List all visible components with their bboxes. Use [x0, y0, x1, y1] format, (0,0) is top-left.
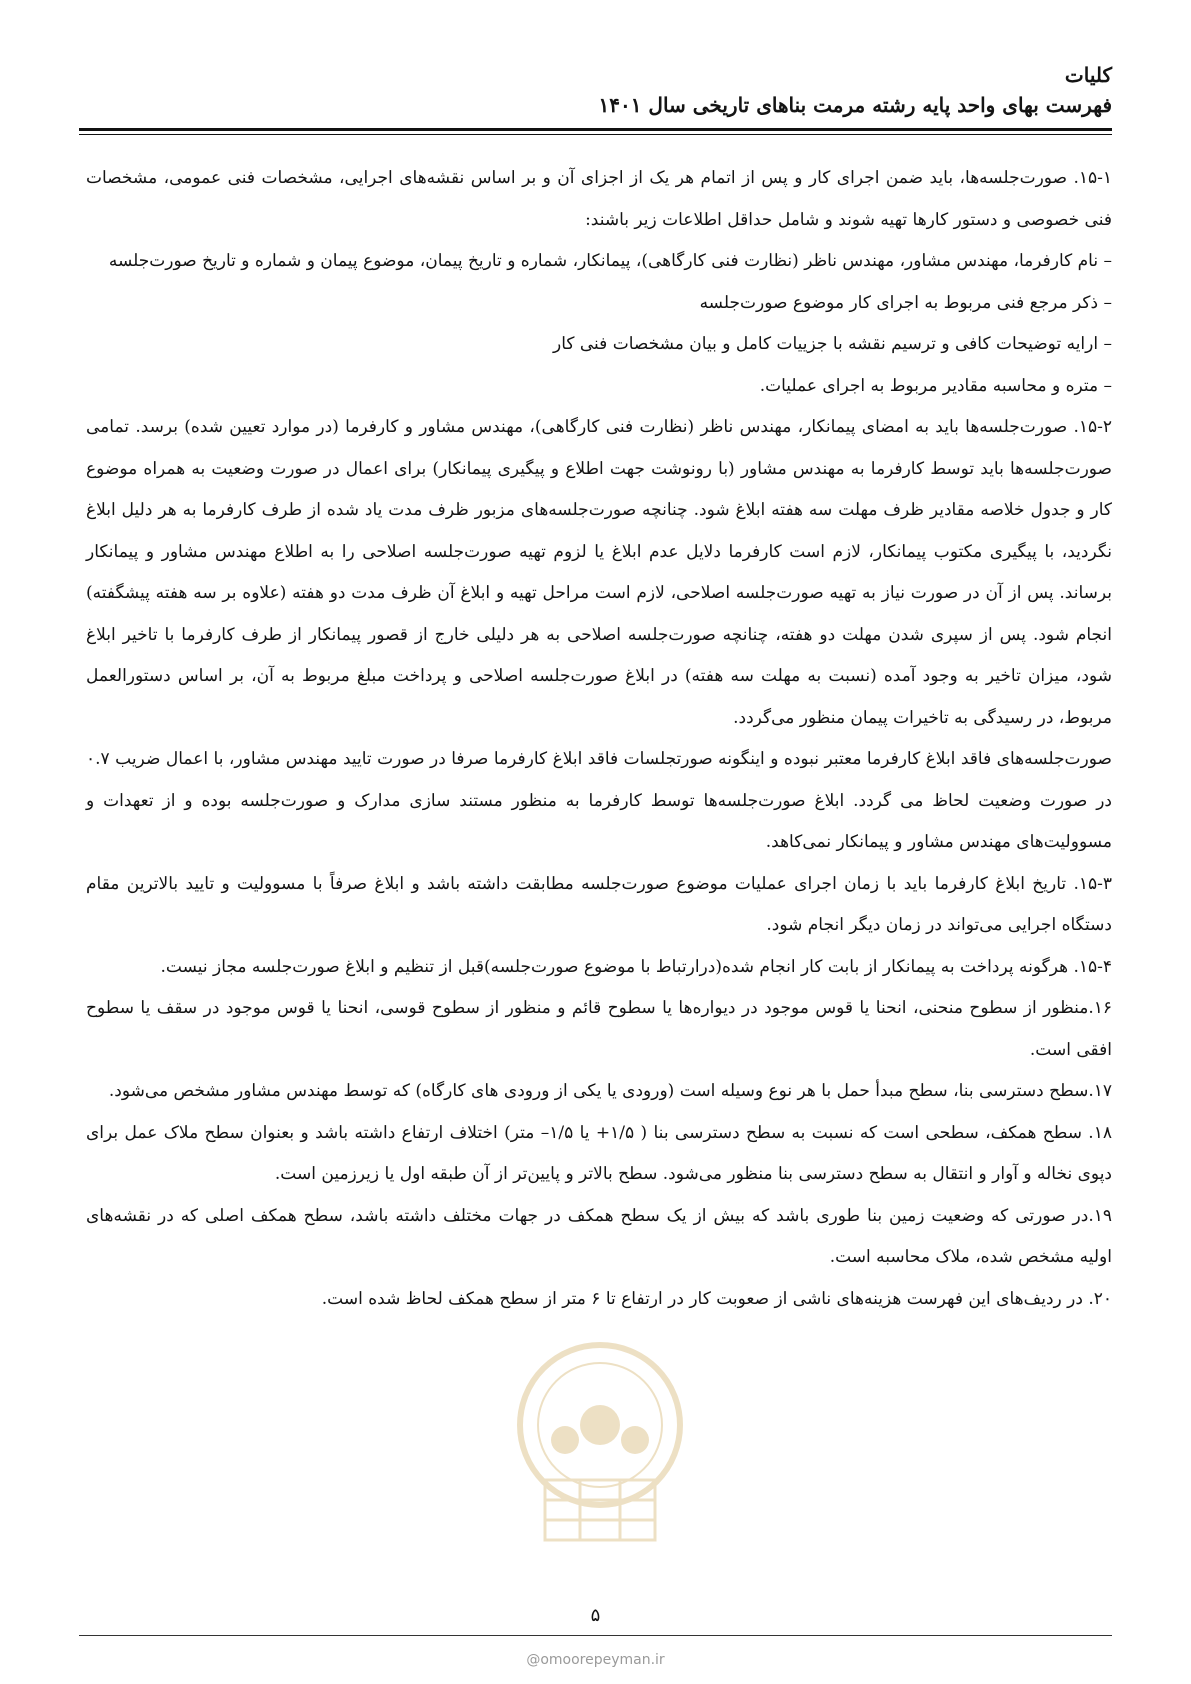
paragraph-18: ۱۸. سطح همکف، سطحی است که نسبت به سطح دسترسی بنا ( ۱/۵+ یا ۱/۵– متر) اختلاف ارتفاع داشته باشد و بعنوان سطح ملاک عمل برای دپوی نخاله و آوار و انتقال به سطح دسترسی بنا منظور می‌شود. سطح بالاتر و پایین‌تر از آن طبقه اول یا زیرزمین است.: [86, 1122, 1112, 1184]
paragraph-unnotified-minutes: صورت‌جلسه‌های فاقد ابلاغ کارفرما معتبر نبوده و اینگونه صورتجلسات فاقد ابلاغ کارفرما صرفا در صورت تایید مهندس مشاور، با اعمال ضریب ۰.۷ در صورت وضعیت لحاظ می گردد. ابلاغ صورت‌جلسه‌ها توسط کارفرما به منظور مستند سازی مدارک و صورت‌جلسه بوده و از تعهدات و مسوولیت‌های مهندس مشاور و پیمانکار نمی‌کاهد.: [86, 749, 1112, 852]
document-body: [86, 158, 1112, 1320]
watermark-logo: [510, 1330, 690, 1560]
footer-rule: [79, 1635, 1112, 1636]
paragraph-17: ۱۷.سطح دسترسی بنا، سطح مبدأ حمل با هر نوع وسیله است (ورودی یا یکی از ورودی های کارگاه) که توسط مهندس مشاور مشخص می‌شود.: [108, 1081, 1112, 1101]
header-rule-thin: [79, 134, 1112, 135]
footer-watermark-site: @omoorepeyman.ir: [526, 1652, 665, 1668]
bullet-item-1: – نام کارفرما، مهندس مشاور، مهندس ناظر (نظارت فنی کارگاهی)، پیمانکار، شماره و تاریخ پیمان، موضوع پیمان و شماره و تاریخ صورت‌جلسه: [108, 251, 1112, 271]
header-subtitle: فهرست بهای واحد پایه رشته مرمت بناهای تاریخی سال ۱۴۰۱: [598, 93, 1112, 117]
bullet-item-2: – ذکر مرجع فنی مربوط به اجرای کار موضوع صورت‌جلسه: [699, 292, 1112, 313]
paragraph-20: ۲۰. در ردیف‌های این فهرست هزینه‌های ناشی از صعوبت کار در ارتفاع تا ۶ متر از سطح همکف لحاظ شده است.: [321, 1288, 1112, 1309]
header-rule-thick: [79, 128, 1112, 131]
paragraph-16: ۱۶.منظور از سطوح منحنی، انحنا یا قوس موجود در دیواره‌ها یا سطوح قائم و منظور از سطوح قوسی، انحنا یا قوس موجود در سقف یا سطوح افقی است.: [86, 998, 1112, 1060]
paragraph-15-2: ۱۵-۲. صورت‌جلسه‌ها باید به امضای پیمانکار، مهندس ناظر (نظارت فنی کارگاهی)، مهندس مشاور و کارفرما (در موارد تعیین شده) برسد. تمامی صورت‌جلسه‌ها باید توسط کارفرما به مهندس مشاور (با رونوشت جهت اطلاع و پیگیری پیمانکار) برای اعمال در صورت وضعیت به همراه موضوع کار و جدول خلاصه مقادیر ظرف مهلت سه هفته ابلاغ شود. چنانچه صورت‌جلسه‌های مزبور ظرف مدت یاد شده از طرف کارفرما به هر دلیل ابلاغ نگردید، با پیگیری مکتوب پیمانکار، لازم است کارفرما دلایل عدم ابلاغ یا لزوم تهیه صورت‌جلسه اصلاحی را به اطلاع مهندس مشاور و پیمانکار برساند. پس از آن در صورت نیاز به تهیه صورت‌جلسه اصلاحی، لازم است مراحل تهیه و ابلاغ آن ظرف مدت دو هفته (علاوه بر سه هفته پیشگفته) انجام شود. پس از سپری شدن مهلت دو هفته، چنانچه صورت‌جلسه اصلاحی به هر دلیلی خارج از قصور پیمانکار از طرف کارفرما با تاخیر ابلاغ شود، میزان تاخیر به وجود آمده (نسبت به مهلت سه هفته) در ابلاغ صورت‌جلسه اصلاحی و پرداخت مبلغ مربوط به آن، بر اساس دستورالعمل مربوط، در رسیدگی به تاخیرات پیمان منظور می‌گردد.: [86, 417, 1112, 728]
page-number: ۵: [590, 1605, 601, 1626]
paragraph-15-1: ۱۵-۱. صورت‌جلسه‌ها، باید ضمن اجرای کار و پس از اتمام هر یک از اجزای آن و بر اساس نقشه‌های اجرایی، مشخصات فنی عمومی، مشخصات فنی خصوصی و دستور کارها تهیه شوند و شامل حداقل اطلاعات زیر باشند:: [86, 168, 1112, 230]
page-header: [82, 60, 1112, 120]
paragraph-15-4: ۱۵-۴. هرگونه پرداخت به پیمانکار از بابت کار انجام شده(درارتباط با موضوع صورت‌جلسه)قبل از تنظیم و ابلاغ صورت‌جلسه مجاز نیست.: [160, 956, 1112, 977]
bullet-item-4: – متره و محاسبه مقادیر مربوط به اجرای عملیات.: [759, 375, 1112, 396]
paragraph-15-3: ۱۵-۳. تاریخ ابلاغ کارفرما باید با زمان اجرای عملیات موضوع صورت‌جلسه مطابقت داشته باشد و ابلاغ صرفاً با مسوولیت و تایید بالاترین مقام دستگاه اجرایی می‌تواند در زمان دیگر انجام شود.: [86, 873, 1112, 935]
header-title: کلیات: [1064, 63, 1112, 87]
paragraph-19: ۱۹.در صورتی که وضعیت زمین بنا طوری باشد که بیش از یک سطح همکف در جهات مختلف داشته باشد، سطح همکف اصلی که در نقشه‌های اولیه مشخص شده، ملاک محاسبه است.: [86, 1205, 1112, 1267]
bullet-item-3: – ارایه توضیحات کافی و ترسیم نقشه با جزییات کامل و بیان مشخصات فنی کار: [553, 334, 1112, 354]
